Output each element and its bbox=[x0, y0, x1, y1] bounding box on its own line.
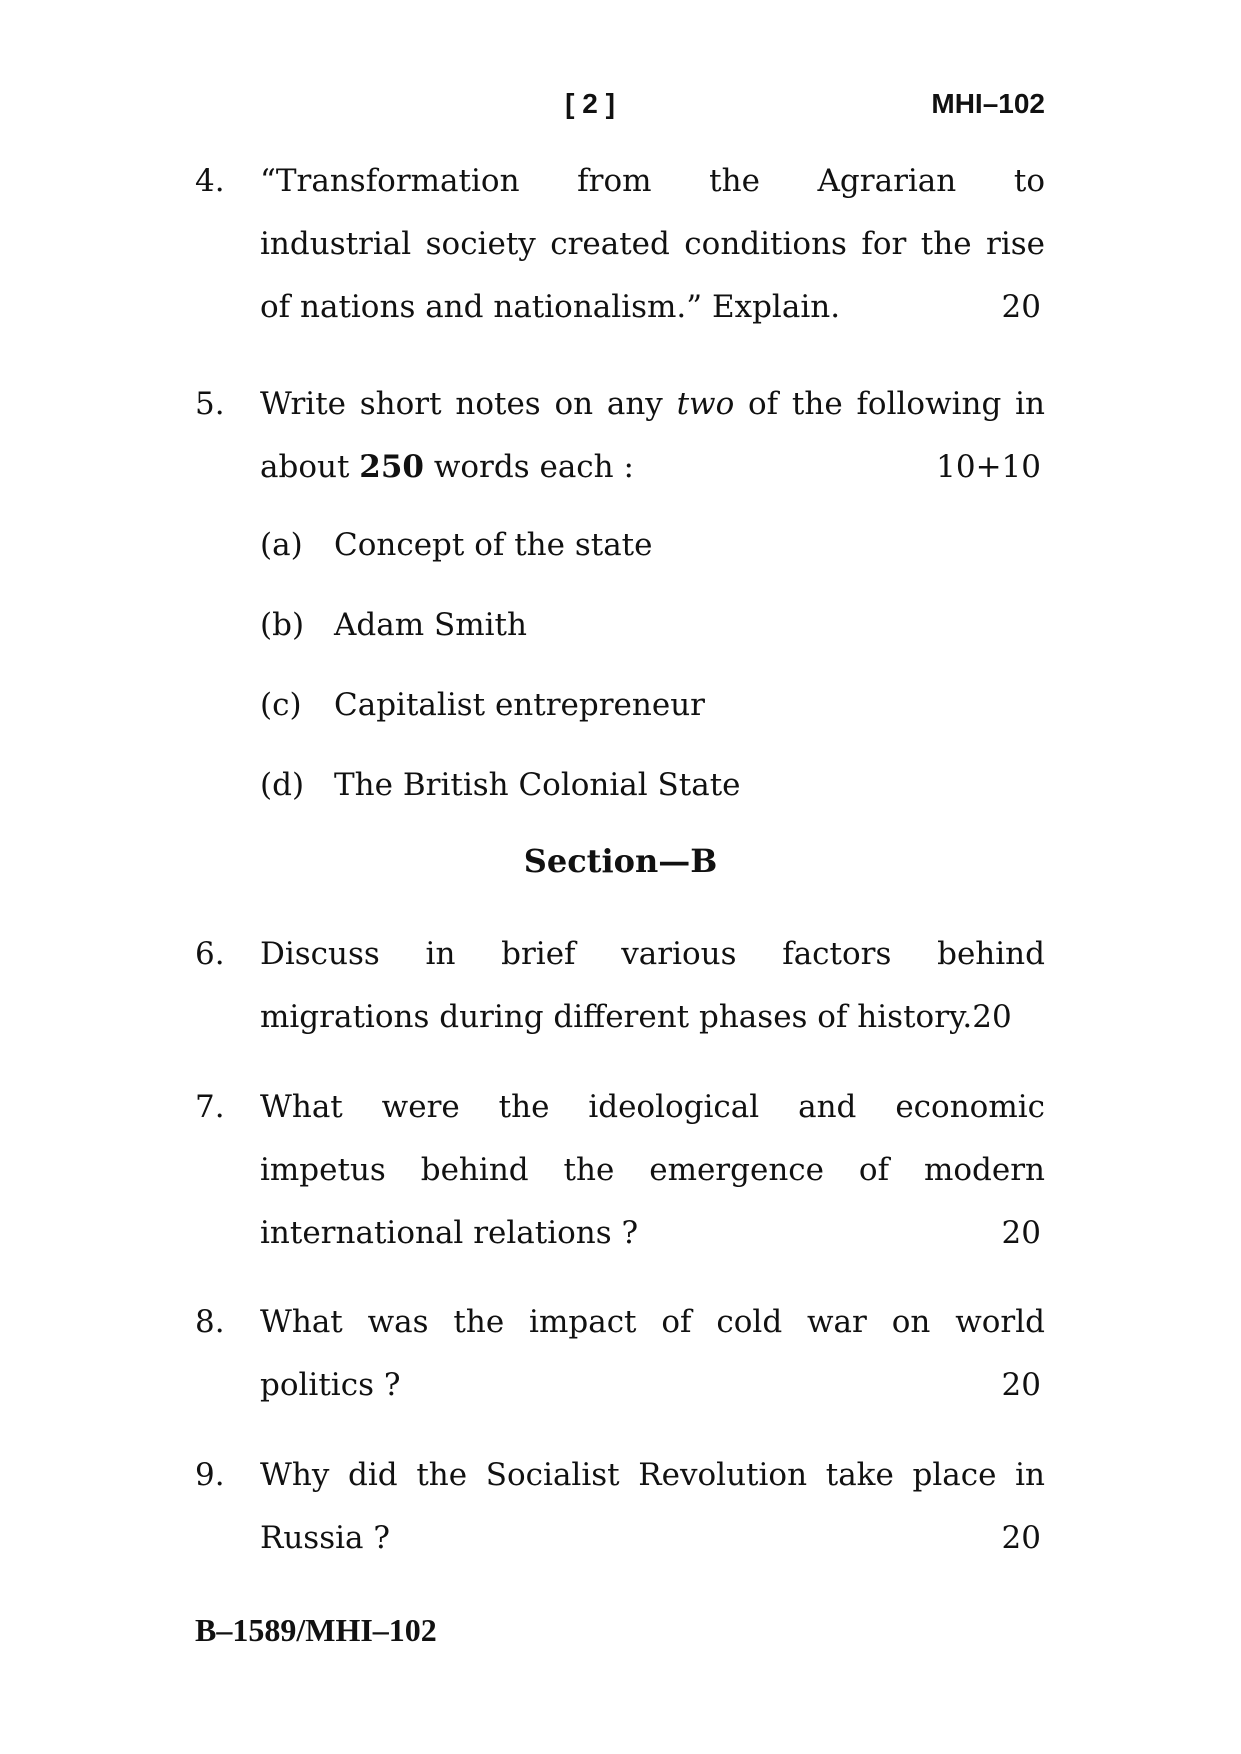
question-7 bbox=[195, 1076, 1045, 1265]
subitem-label: (c) bbox=[260, 687, 302, 723]
question-text: words each : bbox=[424, 449, 634, 485]
question-text-line-with-marks bbox=[260, 436, 1045, 499]
question-text-line: What was the impact of cold war on world bbox=[260, 1304, 1045, 1340]
subitem-label: (a) bbox=[260, 527, 303, 563]
question-text-line: What were the ideological and economic bbox=[260, 1089, 1045, 1125]
question-text-line bbox=[260, 373, 1045, 436]
question-text-emphasis: two bbox=[676, 386, 735, 422]
question-marks: 20 bbox=[1001, 1215, 1041, 1251]
question-4 bbox=[195, 150, 1045, 339]
question-text-line: migrations during different phases of history. bbox=[260, 999, 973, 1035]
question-text-line-with-marks bbox=[260, 1507, 1045, 1570]
question-number: 6. bbox=[195, 936, 225, 972]
question-text-line: “Transformation from the Agrarian to bbox=[260, 163, 1045, 199]
question-text: Write short notes on any bbox=[260, 386, 677, 422]
question-marks: 20 bbox=[972, 999, 1012, 1035]
question-text-line-with-marks bbox=[260, 986, 1045, 1049]
subitem-d bbox=[260, 765, 741, 805]
subitem-b bbox=[260, 605, 527, 645]
question-text-line bbox=[260, 436, 634, 499]
subitem-text: Capitalist entrepreneur bbox=[334, 687, 705, 723]
question-number: 5. bbox=[195, 386, 225, 422]
question-text-line-with-marks bbox=[260, 276, 1045, 339]
question-text-line: Why did the Socialist Revolution take place in bbox=[260, 1457, 1045, 1493]
question-text-line: Russia ? bbox=[260, 1520, 390, 1556]
question-text-line: industrial society created conditions for the rise bbox=[260, 226, 1045, 262]
question-marks: 10+10 bbox=[936, 449, 1041, 485]
page-number: [ 2 ] bbox=[565, 88, 615, 119]
question-number: 9. bbox=[195, 1457, 225, 1493]
section-title: Section—B bbox=[523, 842, 718, 880]
question-text-line: politics ? bbox=[260, 1367, 401, 1403]
question-text: about bbox=[260, 449, 360, 485]
question-6 bbox=[195, 923, 1045, 1049]
question-marks: 20 bbox=[1001, 1520, 1041, 1556]
subitem-text: Adam Smith bbox=[334, 607, 527, 643]
question-number: 7. bbox=[195, 1089, 225, 1125]
question-text-line-with-marks bbox=[260, 1202, 1045, 1265]
question-text-line: international relations ? bbox=[260, 1215, 639, 1251]
word-count: 250 bbox=[359, 449, 424, 485]
question-text-line-with-marks bbox=[260, 1354, 1045, 1417]
footer-code: B–1589/MHI–102 bbox=[195, 1612, 437, 1648]
question-text: of the following in bbox=[734, 386, 1045, 422]
subitem-label: (b) bbox=[260, 607, 305, 643]
paper-code: MHI–102 bbox=[931, 88, 1045, 119]
question-5 bbox=[195, 373, 1045, 499]
question-text-line: of nations and nationalism.” Explain. bbox=[260, 289, 841, 325]
subitem-text: The British Colonial State bbox=[334, 767, 741, 803]
question-8 bbox=[195, 1291, 1045, 1417]
question-marks: 20 bbox=[1001, 289, 1041, 325]
question-number: 4. bbox=[195, 163, 225, 199]
subitem-label: (d) bbox=[260, 767, 305, 803]
subitem-text: Concept of the state bbox=[334, 527, 653, 563]
question-marks: 20 bbox=[1001, 1367, 1041, 1403]
question-number: 8. bbox=[195, 1304, 225, 1340]
question-text-line: impetus behind the emergence of modern bbox=[260, 1152, 1045, 1188]
subitem-a bbox=[260, 525, 652, 565]
subitem-c bbox=[260, 685, 705, 725]
question-9 bbox=[195, 1444, 1045, 1570]
question-text-line: Discuss in brief various factors behind bbox=[260, 936, 1045, 972]
